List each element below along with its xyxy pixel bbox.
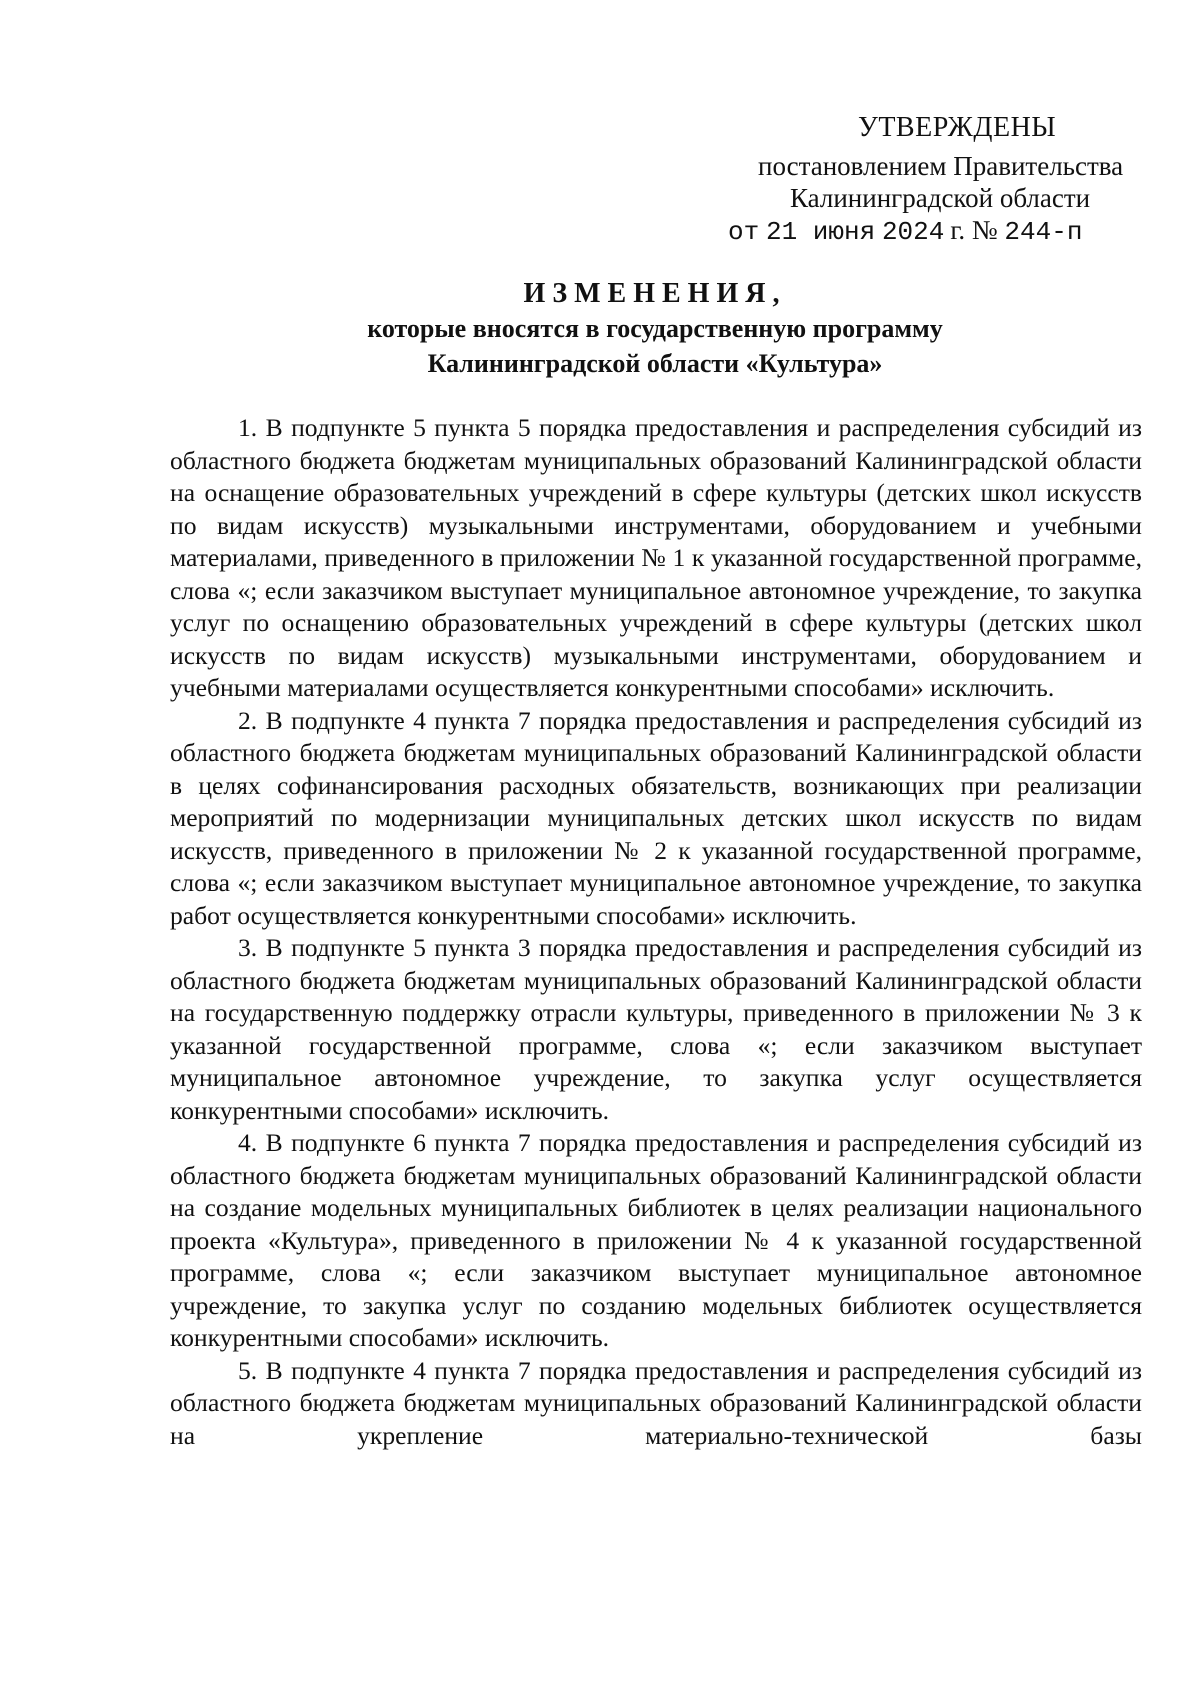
document-heading — [170, 276, 1140, 381]
approval-number: 244-п — [1004, 217, 1083, 247]
approval-year-suffix: г. № — [950, 215, 998, 245]
paragraph-2: 2. В подпункте 4 пункта 7 порядка предоставления и распределения субсидий из областного бюджета бюджетам муниципальных образований Калининградской области в целях софинансирования расходных обязательств, возникающих при реализации мероприятий по модернизации муниципальных детских школ искусств по видам искусств, приведенного в приложении № 2 к указанной государственной программе, слова «; если заказчиком выступает муниципальное автономное учреждение, то закупка работ осуществляется конкурентными способами» исключить. — [170, 705, 1142, 930]
paragraph-5: 5. В подпункте 4 пункта 7 порядка предоставления и распределения субсидий из областного бюджета бюджетам муниципальных образований Калининградской области на укрепление материально-технической базы — [170, 1355, 1142, 1450]
approval-line-2: Калининградской области — [790, 183, 1091, 213]
paragraph-3: 3. В подпункте 5 пункта 3 порядка предоставления и распределения субсидий из областного бюджета бюджетам муниципальных образований Калининградской области на государственную поддержку отрасли культуры, приведенного в приложении № 3 к указанной государственной программе, слова «; если заказчиком выступает муниципальное автономное учреждение, то закупка услуг осуществляется конкурентными способами» исключить. — [170, 933, 1142, 1125]
paragraph-1: 1. В подпункте 5 пункта 5 порядка предоставления и распределения субсидий из областного бюджета бюджетам муниципальных образований Калининградской области на оснащение образовательных учреждений в сфере культуры (детских школ искусств по видам искусств) музыкальными инструментами, оборудованием и учебными материалами, приведенного в приложении № 1 к указанной государственной программе, слова «; если заказчиком выступает муниципальное автономное учреждение, то закупка услуг по оснащению образовательных учреждений в сфере культуры (детских школ искусств по видам искусств) музыкальными инструментами, оборудованием и учебными материалами осуществляется конкурентными способами» исключить. — [170, 413, 1142, 702]
approval-title: УТВЕРЖДЕНЫ — [858, 112, 1057, 143]
approval-date-value: 21 июня — [765, 217, 876, 247]
heading-subtitle-line-1: которые вносятся в государственную программу — [367, 314, 943, 343]
approval-line-1: постановлением Правительства — [758, 151, 1124, 181]
approval-date-prefix: от — [728, 217, 760, 247]
approval-date-line — [728, 214, 1082, 248]
paragraph-4: 4. В подпункте 6 пункта 7 порядка предоставления и распределения субсидий из областного бюджета бюджетам муниципальных образований Калининградской области на создание модельных муниципальных библиотек в целях реализации национального проекта «Культура», приведенного в приложении № 4 к указанной государственной программе, слова «; если заказчиком выступает муниципальное автономное учреждение, то закупка услуг по созданию модельных библиотек осуществляется конкурентными способами» исключить. — [170, 1128, 1142, 1352]
approval-year: 2024 — [881, 217, 945, 247]
heading-title: ИЗМЕНЕНИЯ, — [523, 278, 787, 309]
heading-subtitle-line-2: Калининградской области «Культура» — [427, 349, 883, 378]
document-body — [170, 412, 1142, 1452]
